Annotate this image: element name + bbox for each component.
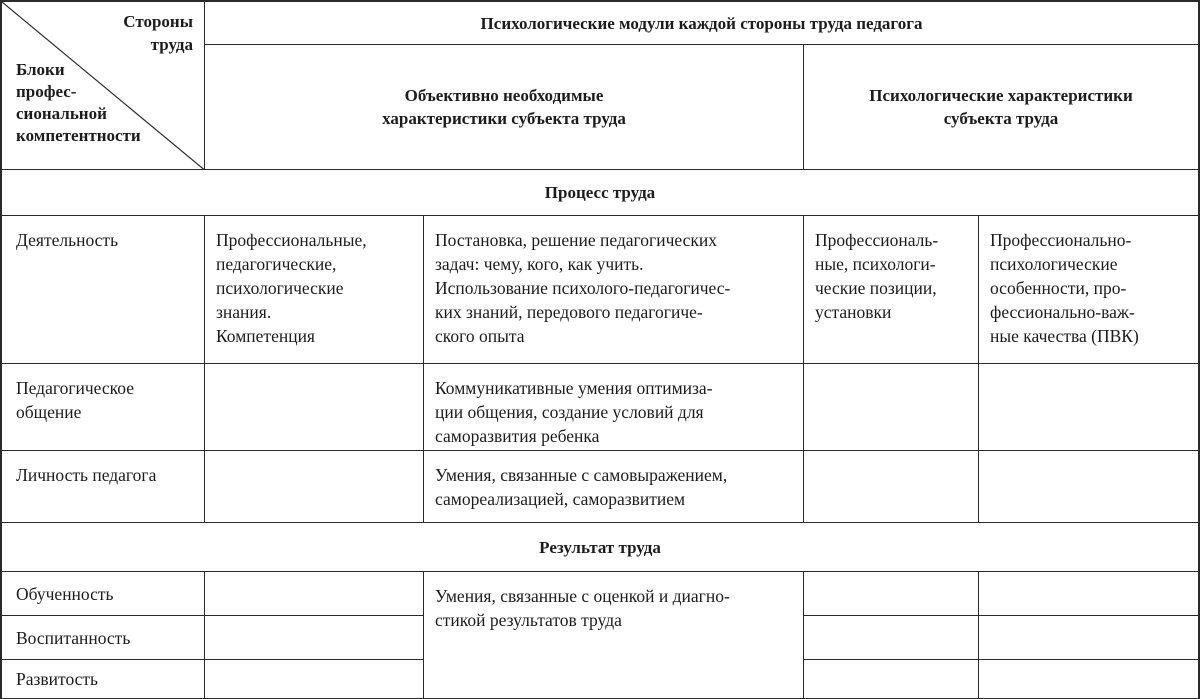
cell-text [435,228,794,348]
labor-sides-label [123,10,193,56]
cell-empty [804,572,979,616]
text-line: Компетенция [216,326,315,346]
cell-text [16,626,130,650]
text-line: психологические [216,278,344,298]
text-line: ции общения, создание условий для [435,402,704,422]
text-line: Коммуникативные умения оптимиза- [435,378,713,398]
text-line: саморазвития ребенка [435,426,600,446]
cell-empty [205,572,424,616]
cell-empty [205,364,424,451]
text-line: ского опыта [435,326,525,346]
cell-text [815,228,969,324]
text-line: Умения, связанные с самовыражением, [435,465,728,485]
row-label-activity [0,216,205,364]
text-line: Профессиональные, [216,230,367,250]
cell-assessment-skills [424,572,804,699]
text-line: профес- [16,82,77,101]
cell-empty [804,451,979,523]
text-line: ные, психологи- [815,254,936,274]
cell-qualities [979,216,1200,364]
text-line: ные качества (ПВК) [990,326,1139,346]
section-process-of-labor: Процесс труда [0,170,1200,216]
cell-text [382,84,626,130]
row-label-pedagogical-communication [0,364,205,451]
corner-header-cell [0,0,205,170]
text-line: Развитость [16,669,99,689]
text-line: Профессионально- [990,230,1132,250]
text-line: самореализацией, саморазвитием [435,489,686,509]
text-line: установки [815,302,892,322]
text-line: Личность педагога [16,465,157,485]
cell-text [435,376,794,448]
row-label-teacher-personality [0,451,205,523]
cell-activity-skills [424,216,804,364]
text-line: Психологические характеристики [869,86,1133,105]
cell-empty [979,572,1200,616]
cell-text [990,228,1189,348]
cell-personality-skills [424,451,804,523]
competence-blocks-label [16,59,141,147]
cell-text [869,84,1132,130]
cell-empty [804,364,979,451]
text-line: Постановка, решение педагогических [435,230,717,250]
cell-empty [979,660,1200,699]
row-label-upbringing [0,616,205,660]
modules-header: Психологические модули каждой стороны труда педагога [205,0,1200,45]
text-line: ческие позиции, [815,278,937,298]
cell-text [123,10,193,56]
row-label-development [0,660,205,699]
text-line: психологические [990,254,1118,274]
text-line: педагогические, [216,254,337,274]
text-line: сиональной [16,104,107,123]
text-line: компетентности [16,126,141,145]
cell-positions [804,216,979,364]
text-line: особенности, про- [990,278,1127,298]
text-line: субъекта труда [943,109,1059,128]
row-label-learning [0,572,205,616]
cell-empty [979,451,1200,523]
text-line: Блоки [16,60,65,79]
text-line: характеристики субъекта труда [382,109,626,128]
text-line: Профессиональ- [815,230,939,250]
cell-empty [205,616,424,660]
text-line: фессионально-важ- [990,302,1135,322]
text-line: труда [150,35,193,54]
cell-empty [979,616,1200,660]
objective-characteristics-header [205,45,804,170]
cell-text [16,59,141,147]
psychological-characteristics-header [804,45,1200,170]
text-line: Объективно необходимые [404,86,604,105]
text-line: задач: чему, кого, как учить. [435,254,644,274]
text-line: общение [16,402,82,422]
cell-empty [804,616,979,660]
text-line: Использование психолого-педагогичес- [435,278,731,298]
cell-empty [205,451,424,523]
cell-text [16,667,98,691]
cell-text [16,463,195,487]
cell-text [435,463,794,511]
section-result-of-labor: Результат труда [0,523,1200,572]
cell-communication-skills [424,364,804,451]
text-line: Стороны [123,12,193,31]
text-line: Педагогическое [16,378,134,398]
cell-knowledge [205,216,424,364]
cell-empty [979,364,1200,451]
cell-text [16,228,195,252]
cell-empty [804,660,979,699]
text-line: знания. [216,302,272,322]
cell-text [435,584,794,632]
text-line: Деятельность [16,230,119,250]
cell-text [16,582,114,606]
text-line: Умения, связанные с оценкой и диагно- [435,586,730,606]
cell-text [16,376,195,424]
cell-empty [205,660,424,699]
text-line: Воспитанность [16,627,131,648]
text-line: ких знаний, передового педагогиче- [435,302,703,322]
text-line: Обученность [16,583,114,604]
text-line: стикой результатов труда [435,610,622,630]
cell-text [216,228,414,348]
